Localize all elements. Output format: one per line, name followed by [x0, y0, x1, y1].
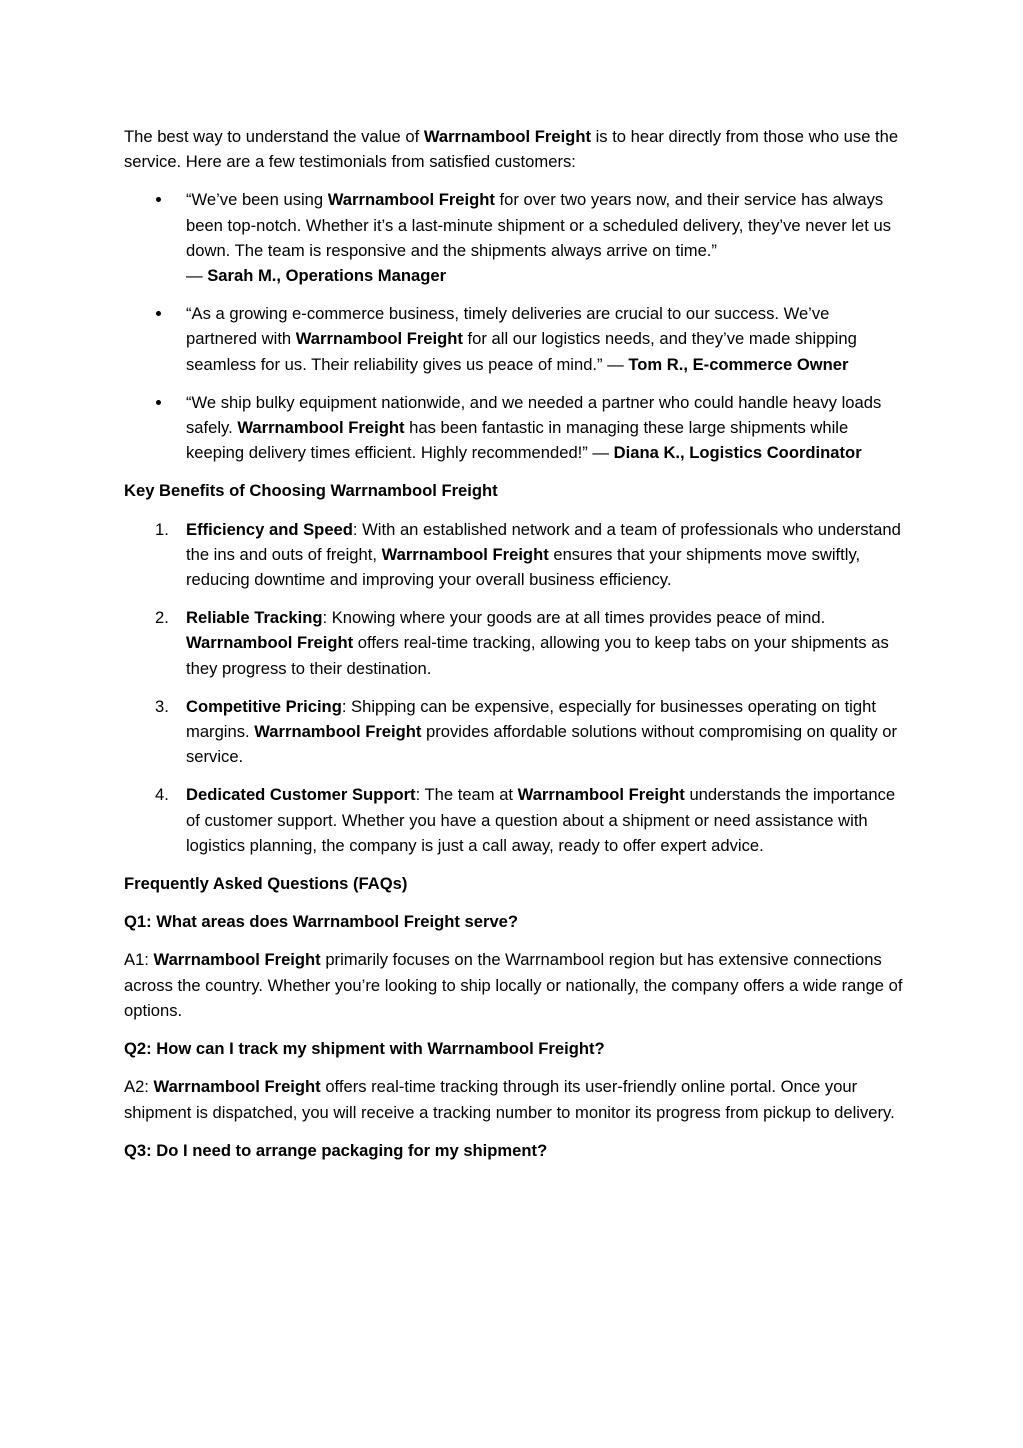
benefit-text: ensures that your shipments move swiftly, reducing downtime and improving your overall business efficiency. [186, 544, 861, 590]
intro-text: The best way to understand the value of [124, 127, 424, 146]
testimonial-text: “We ship bulky equipment nationwide, and we needed a partner who could handle heavy loads safely. [186, 392, 882, 438]
testimonial-item [186, 187, 904, 288]
faq-answer-text: offers real-time tracking through its user-friendly online portal. Once your shipment is dispatched, you will receive a tracking number to monitor its progress from pickup to delivery. [124, 1077, 895, 1122]
brand-name: Warrnambool Freight [153, 950, 321, 970]
brand-name: Warrnambool Freight [254, 722, 422, 742]
benefit-item [155, 517, 904, 593]
testimonials-list [124, 187, 904, 465]
testimonial-author: Tom R., E-commerce Owner [628, 354, 849, 374]
testimonial-author: Sarah M., Operations Manager [207, 266, 447, 286]
brand-name: Warrnambool Freight [327, 190, 495, 210]
brand-name: Warrnambool Freight [153, 1077, 321, 1097]
faq-answer [124, 947, 904, 1023]
faq-question: Q3: Do I need to arrange packaging for my shipment? [124, 1140, 548, 1160]
intro-text: is to hear directly from those who use the service. Here are a few testimonials from satisfied customers: [124, 127, 899, 172]
faq-answer [124, 1074, 904, 1124]
brand-name: Warrnambool Freight [237, 418, 405, 438]
benefit-text: : With an established network and a team of professionals who understand the ins and outs of freight, [186, 519, 901, 564]
brand-name: Warrnambool Freight [295, 329, 463, 349]
benefit-text: offers real-time tracking, allowing you to keep tabs on your shipments as they progress to their destination. [186, 633, 889, 678]
benefits-heading: Key Benefits of Choosing Warrnambool Freight [124, 481, 498, 501]
testimonial-dash: — [186, 266, 208, 286]
faq-answer-label: A1: [124, 950, 154, 970]
testimonial-text: for all our logistics needs, and they’ve made shipping seamless for us. Their reliability gives us peace of mind.” — [186, 329, 857, 374]
benefit-item [155, 782, 904, 858]
benefit-text: provides affordable solutions without compromising on quality or service. [186, 722, 898, 767]
testimonial-item [186, 301, 904, 377]
faq-question: Q1: What areas does Warrnambool Freight serve? [124, 912, 519, 932]
list-number: 3. [155, 696, 169, 716]
testimonial-author: Diana K., Logistics Coordinator [613, 443, 862, 463]
testimonial-item [186, 390, 904, 466]
faq-question: Q2: How can I track my shipment with Warrnambool Freight? [124, 1039, 605, 1059]
benefit-title: Competitive Pricing [186, 696, 342, 716]
faq-answer-label: A2: [124, 1077, 154, 1097]
benefit-text: : The team at [415, 785, 518, 805]
benefit-title: Dedicated Customer Support [186, 785, 416, 805]
testimonial-text: “We’ve been using [186, 190, 328, 210]
benefit-item [155, 694, 904, 770]
brand-name: Warrnambool Freight [517, 785, 685, 805]
brand-name: Warrnambool Freight [423, 127, 591, 146]
testimonial-text: has been fantastic in managing these large shipments while keeping delivery times efficient. Highly recommended!” — [186, 418, 849, 463]
testimonial-text: “As a growing e-commerce business, timely deliveries are crucial to our success. We’ve partnered with [186, 304, 830, 349]
benefits-list [124, 517, 904, 858]
benefit-item [155, 605, 904, 681]
brand-name: Warrnambool Freight [186, 633, 354, 653]
list-number: 1. [155, 519, 169, 539]
benefit-text: : Shipping can be expensive, especially for businesses operating on tight margins. [186, 696, 876, 742]
list-number: 4. [155, 785, 169, 805]
document-page [124, 124, 904, 1176]
faq-heading: Frequently Asked Questions (FAQs) [124, 874, 408, 894]
faq-answer-text: primarily focuses on the Warrnambool region but has extensive connections across the country. Whether you’re looking to ship locally or nationally, the company offers a wide range of options. [124, 950, 903, 1020]
intro-paragraph [124, 124, 904, 174]
brand-name: Warrnambool Freight [381, 544, 549, 564]
benefit-text: understands the importance of customer support. Whether you have a question about a shipment or need assistance with logistics planning, the company is just a call away, ready to offer expert advice. [186, 785, 896, 855]
benefit-text: : Knowing where your goods are at all times provides peace of mind. [322, 608, 826, 628]
benefit-title: Efficiency and Speed [186, 519, 353, 539]
benefit-title: Reliable Tracking [186, 608, 323, 628]
list-number: 2. [155, 608, 169, 628]
testimonial-text: for over two years now, and their service has always been top-notch. Whether it’s a last-minute shipment or a scheduled delivery, they’ve never let us down. The team is responsive and the shipments always arrive on time.” [186, 190, 891, 260]
